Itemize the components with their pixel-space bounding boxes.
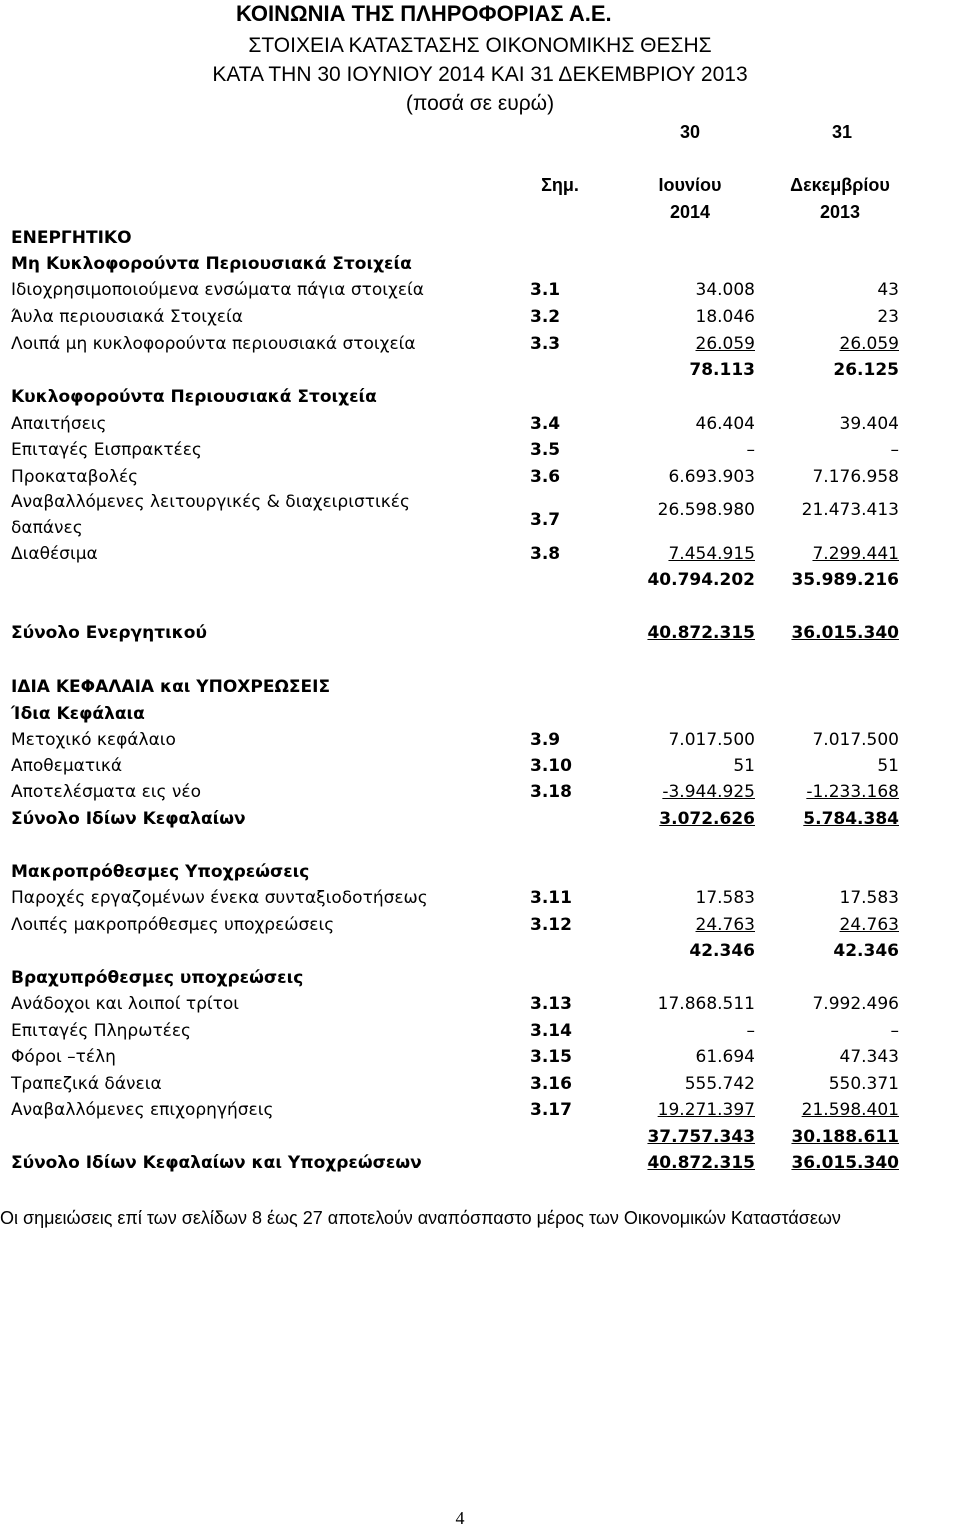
currency-note: (ποσά σε ευρώ)	[405, 92, 555, 115]
value-2013: 36.015.340	[791, 1153, 899, 1173]
value-2013: 7.299.441	[812, 544, 899, 564]
value-2014: 6.693.903	[668, 467, 755, 487]
table-row	[0, 464, 960, 490]
col1-month: Ιουνίου	[658, 175, 722, 195]
row-label: Λοιπές μακροπρόθεσμες υποχρεώσεις	[11, 915, 335, 935]
value-2014: 18.046	[695, 307, 755, 327]
value-2013: 51	[877, 756, 899, 776]
value-2013: –	[890, 1021, 899, 1041]
statement-subtitle: ΚΑΤΑ ΤΗΝ 30 ΙΟΥΝΙΟΥ 2014 ΚΑΙ 31 ΔΕΚΕΜΒΡΙΟΥ 2013	[212, 63, 748, 86]
value-2014: 17.868.511	[657, 994, 755, 1014]
table-row	[0, 1044, 960, 1070]
table-row	[0, 620, 960, 646]
row-label: Τραπεζικά δάνεια	[11, 1074, 162, 1094]
value-2014: –	[746, 440, 755, 460]
row-label: Ίδια Κεφάλαια	[11, 704, 145, 724]
row-label-cont: δαπάνες	[11, 518, 83, 538]
col2-day: 31	[831, 122, 853, 142]
value-2014: –	[746, 1021, 755, 1041]
value-2013: 21.598.401	[801, 1100, 899, 1120]
row-note: 3.5	[530, 440, 561, 460]
table-row	[0, 567, 960, 593]
row-label: Μη Κυκλοφορούντα Περιουσιακά Στοιχεία	[11, 254, 412, 274]
value-2013: -1.233.168	[806, 782, 899, 802]
value-2013: 42.346	[833, 941, 899, 961]
value-2013: 26.125	[833, 360, 899, 380]
value-2014: 3.072.626	[659, 809, 755, 829]
col1-year: 2014	[669, 202, 711, 222]
table-row	[0, 938, 960, 964]
value-2013: 7.176.958	[812, 467, 899, 487]
value-2013: 30.188.611	[791, 1127, 899, 1147]
row-label: Επιταγές Εισπρακτέες	[11, 440, 202, 460]
row-label: Σύνολο Ενεργητικού	[11, 623, 207, 643]
value-2014: 78.113	[689, 360, 755, 380]
row-label: Μετοχικό κεφάλαιο	[11, 730, 176, 750]
note-column-header: Σημ.	[541, 175, 579, 195]
row-note: 3.2	[530, 307, 561, 327]
row-label: Επιταγές Πληρωτέες	[11, 1021, 192, 1041]
value-2014: 42.346	[689, 941, 755, 961]
table-row	[0, 251, 960, 277]
row-label: Μακροπρόθεσμες Υποχρεώσεις	[11, 862, 310, 882]
value-2013: 550.371	[828, 1074, 899, 1094]
value-2014: 40.872.315	[647, 1153, 755, 1173]
value-2014: 7.454.915	[668, 544, 755, 564]
table-row	[0, 965, 960, 991]
table-row	[0, 727, 960, 753]
table-row	[0, 859, 960, 885]
value-2013: 23	[877, 307, 899, 327]
row-note: 3.10	[530, 756, 572, 776]
table-row	[0, 753, 960, 779]
row-label: Σύνολο Ιδίων Κεφαλαίων	[11, 809, 246, 829]
table-row	[0, 912, 960, 938]
value-2013: 24.763	[839, 915, 899, 935]
row-note: 3.13	[530, 994, 572, 1014]
table-row	[0, 779, 960, 805]
row-note: 3.17	[530, 1100, 572, 1120]
statement-title: ΣΤΟΙΧΕΙΑ ΚΑΤΑΣΤΑΣΗΣ ΟΙΚΟΝΟΜΙΚΗΣ ΘΕΣΗΣ	[248, 34, 712, 57]
row-label: Ιδιοχρησιμοποιούμενα ενσώματα πάγια στοιχεία	[11, 280, 424, 300]
table-row	[0, 885, 960, 911]
row-note: 3.1	[530, 280, 561, 300]
table-row	[0, 1097, 960, 1123]
value-2014: 555.742	[684, 1074, 755, 1094]
row-label: Ανάδοχοι και λοιποί τρίτοι	[11, 994, 240, 1014]
value-2013: 5.784.384	[803, 809, 899, 829]
row-note: 3.7	[530, 510, 561, 530]
value-2014: 26.059	[695, 334, 755, 354]
value-2013: 17.583	[839, 888, 899, 908]
row-label: ΕΝΕΡΓΗΤΙΚΟ	[11, 228, 132, 248]
row-label: Αποθεματικά	[11, 756, 123, 776]
table-row	[0, 1124, 960, 1150]
table-row	[0, 492, 960, 538]
value-2014: 24.763	[695, 915, 755, 935]
table-row	[0, 541, 960, 567]
row-label: Σύνολο Ιδίων Κεφαλαίων και Υποχρεώσεων	[11, 1153, 422, 1173]
row-label: ΙΔΙΑ ΚΕΦΑΛΑΙΑ και ΥΠΟΧΡΕΩΣΕΙΣ	[11, 677, 331, 697]
table-row	[0, 674, 960, 700]
value-2014: -3.944.925	[662, 782, 755, 802]
row-label: Αναβαλλόμενες επιχορηγήσεις	[11, 1100, 274, 1120]
table-row	[0, 701, 960, 727]
value-2014: 34.008	[695, 280, 755, 300]
row-note: 3.12	[530, 915, 572, 935]
col2-month: Δεκεμβρίου	[790, 175, 890, 195]
row-label: Απαιτήσεις	[11, 414, 107, 434]
value-2013: 7.992.496	[812, 994, 899, 1014]
row-note: 3.15	[530, 1047, 572, 1067]
table-row	[0, 1150, 960, 1176]
row-label: Διαθέσιμα	[11, 544, 98, 564]
col2-year: 2013	[819, 202, 861, 222]
row-label: Βραχυπρόθεσμες υποχρεώσεις	[11, 968, 304, 988]
row-label: Κυκλοφορούντα Περιουσιακά Στοιχεία	[11, 387, 377, 407]
value-2014: 7.017.500	[668, 730, 755, 750]
table-row	[0, 1071, 960, 1097]
row-note: 3.16	[530, 1074, 572, 1094]
row-label: Λοιπά μη κυκλοφορούντα περιουσιακά στοιχεία	[11, 334, 416, 354]
row-label: Αποτελέσματα εις νέο	[11, 782, 201, 802]
row-note: 3.18	[530, 782, 572, 802]
row-note: 3.8	[530, 544, 561, 564]
value-2014: 17.583	[695, 888, 755, 908]
row-note: 3.3	[530, 334, 561, 354]
row-label: Αναβαλλόμενες λειτουργικές & διαχειριστικές	[11, 492, 410, 512]
value-2013: 47.343	[839, 1047, 899, 1067]
table-row	[0, 384, 960, 410]
value-2013: –	[890, 440, 899, 460]
table-row	[0, 806, 960, 832]
footer-note: Οι σημειώσεις επί των σελίδων 8 έως 27 αποτελούν αναπόσπαστο μέρος των Οικονομικών Καταστάσεων	[0, 1208, 841, 1228]
row-note: 3.9	[530, 730, 561, 750]
value-2014: 40.872.315	[647, 623, 755, 643]
table-row	[0, 991, 960, 1017]
value-2014: 19.271.397	[657, 1100, 755, 1120]
table-row	[0, 437, 960, 463]
row-note: 3.4	[530, 414, 561, 434]
table-row	[0, 331, 960, 357]
value-2014: 40.794.202	[647, 570, 755, 590]
value-2014: 26.598.980	[657, 500, 755, 520]
value-2013: 21.473.413	[801, 500, 899, 520]
row-label: Άυλα περιουσιακά Στοιχεία	[11, 307, 243, 327]
table-row	[0, 411, 960, 437]
table-row	[0, 357, 960, 383]
page-number: 4	[455, 1508, 465, 1528]
row-note: 3.11	[530, 888, 572, 908]
row-label: Προκαταβολές	[11, 467, 139, 487]
company-name: ΚΟΙΝΩΝΙΑ ΤΗΣ ΠΛΗΡΟΦΟΡΙΑΣ Α.Ε.	[236, 1, 612, 26]
row-label: Φόροι –τέλη	[11, 1047, 116, 1067]
table-row	[0, 277, 960, 303]
row-note: 3.6	[530, 467, 561, 487]
table-row	[0, 1018, 960, 1044]
value-2013: 36.015.340	[791, 623, 899, 643]
table-row	[0, 304, 960, 330]
value-2013: 39.404	[839, 414, 899, 434]
value-2014: 46.404	[695, 414, 755, 434]
value-2013: 26.059	[839, 334, 899, 354]
row-note: 3.14	[530, 1021, 572, 1041]
value-2013: 7.017.500	[812, 730, 899, 750]
col1-day: 30	[679, 122, 701, 142]
value-2013: 35.989.216	[791, 570, 899, 590]
value-2013: 43	[877, 280, 899, 300]
value-2014: 37.757.343	[647, 1127, 755, 1147]
table-row	[0, 225, 960, 251]
row-label: Παροχές εργαζομένων ένεκα συνταξιοδοτήσεως	[11, 888, 428, 908]
value-2014: 51	[733, 756, 755, 776]
value-2014: 61.694	[695, 1047, 755, 1067]
